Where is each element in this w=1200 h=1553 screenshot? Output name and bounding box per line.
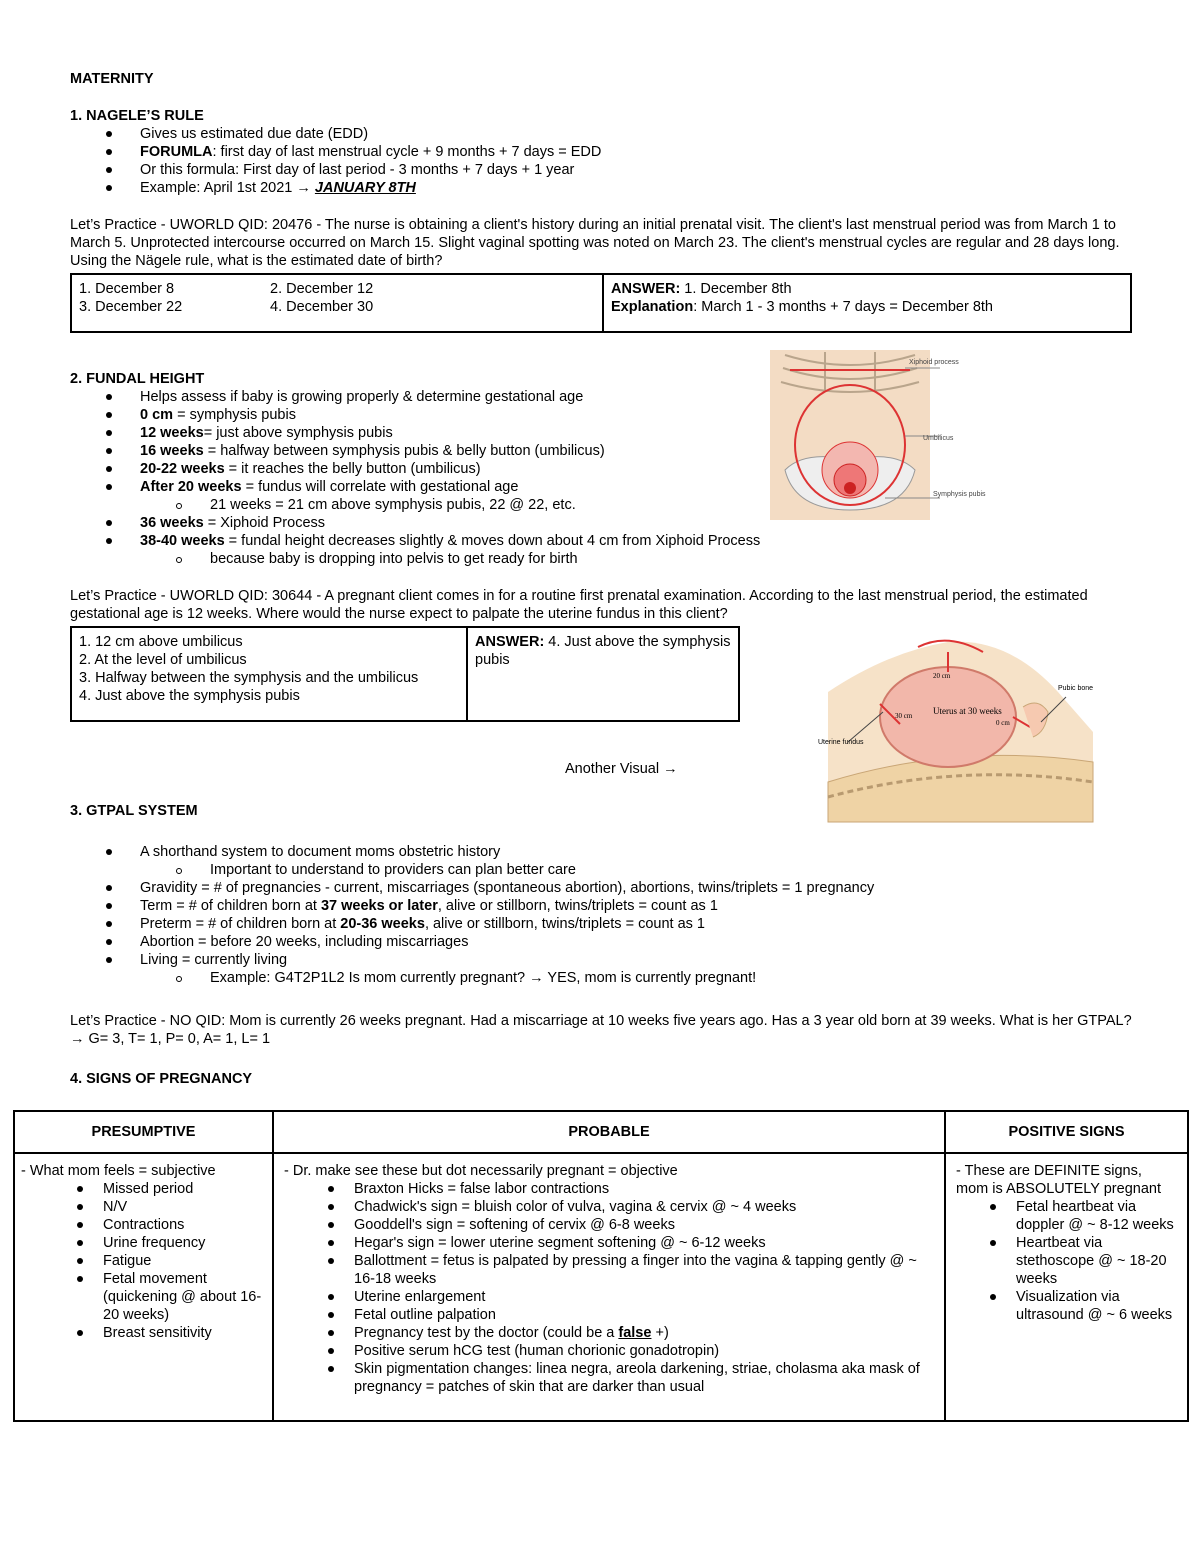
probable-cell: - Dr. make see these but dot necessarily pregnant = objective Braxton Hicks = false labor contractions Chadwick's sign = bluish color of vulva, vagina & cervix @ ~ 4 weeks Gooddell's sign = softening of cervix @ 6-8 weeks Hegar's sign = lower uterine segment softening @ ~ 6-12 weeks Ballottment = fetus is palpated by pressing a finger into the vagina & tapping gently @ ~ 16-18 weeks Uterine enlargement Fetal outline palpation Pregnancy test by the doctor (could be a false +) Positive serum hCG test (human chorionic gonadotropin) Skin pigmentation changes: linea negra, areola darkening, striae, cholasma aka mask of pregnancy = patches of skin that are darker than usual xyxy=(273,1153,945,1421)
umbilicus-label: Umbilicus xyxy=(923,435,954,442)
list-item: 21 weeks = 21 cm above symphysis pubis, 22 @ 22, etc. xyxy=(70,496,870,514)
list-item: Visualization via ultrasound @ ~ 6 weeks xyxy=(1016,1288,1177,1324)
nagele-practice: Let’s Practice - UWORLD QID: 20476 - The nurse is obtaining a client's history during an initial prenatal visit. The client's last menstrual period was from March 1 to March 5. Unprotected intercourse occurred on March 15. Slight vaginal spotting was noted on March 23. The client's menstrual cycles are regular and 28 days long. Using the Nägele rule, what is the estimated date of birth? xyxy=(70,217,1120,269)
section-gtpal-heading: 3. GTPAL SYSTEM xyxy=(70,803,198,819)
list-item: Gives us estimated due date (EDD) xyxy=(70,125,770,143)
list-item: Gooddell's sign = softening of cervix @ 6-8 weeks xyxy=(354,1216,934,1234)
list-item: Breast sensitivity xyxy=(103,1324,266,1342)
list-item: N/V xyxy=(103,1198,266,1216)
list-item: Fetal outline palpation xyxy=(354,1306,934,1324)
options-cell: 1. 12 cm above umbilicus 2. At the level of umbilicus 3. Halfway between the symphysis and the umbilicus 4. Just above the symphysis pubis xyxy=(71,627,467,721)
uterine-fundus-label: Uterine fundus xyxy=(818,739,864,746)
col-probable: PROBABLE xyxy=(273,1111,945,1153)
list-item: Skin pigmentation changes: linea negra, areola darkening, striae, cholasma aka mask of pregnancy = patches of skin that are darker than usual xyxy=(354,1360,934,1396)
list-item: Gravidity = # of pregnancies - current, miscarriages (spontaneous abortion), abortions, twins/triplets = 1 pregnancy xyxy=(70,879,1150,897)
list-item: Example: April 1st 2021 → JANUARY 8TH xyxy=(70,179,770,197)
nagele-list xyxy=(70,125,770,197)
example-answer: JANUARY 8TH xyxy=(314,180,416,196)
list-item: Heartbeat via stethoscope @ ~ 18-20 weeks xyxy=(1016,1234,1177,1288)
signs-table xyxy=(13,1110,1189,1422)
section-nagele-heading: 1. NAGELE’S RULE xyxy=(70,108,204,124)
section-fundal-heading: 2. FUNDAL HEIGHT xyxy=(70,371,205,387)
list-item: Urine frequency xyxy=(103,1234,266,1252)
svg-text:20 cm: 20 cm xyxy=(933,672,951,680)
list-item: Or this formula: First day of last period - 3 months + 7 days + 1 year xyxy=(70,161,770,179)
uterus-label: Uterus at 30 weeks xyxy=(933,706,1002,716)
col-presumptive: PRESUMPTIVE xyxy=(14,1111,273,1153)
probable-list xyxy=(284,1180,934,1396)
page-title: MATERNITY xyxy=(70,71,154,87)
positive-list xyxy=(956,1198,1177,1324)
answer-cell: ANSWER: 4. Just above the symphysis pubis xyxy=(467,627,739,721)
list-item: 38-40 weeks = fundal height decreases slightly & moves down about 4 cm from Xiphoid Process xyxy=(70,532,870,550)
presumptive-cell: - What mom feels = subjective Missed period N/V Contractions Urine frequency Fatigue Fetal movement (quickening @ about 16-20 weeks) Breast sensitivity xyxy=(14,1153,273,1421)
col-positive: POSITIVE SIGNS xyxy=(945,1111,1188,1153)
xiphoid-label: Xiphoid process xyxy=(909,359,959,366)
svg-text:0 cm: 0 cm xyxy=(996,719,1010,727)
list-item: 16 weeks = halfway between symphysis pubis & belly button (umbilicus) xyxy=(70,442,870,460)
list-item: Preterm = # of children born at 20-36 weeks, alive or stillborn, twins/triplets = count as 1 xyxy=(70,915,1150,933)
list-item: Term = # of children born at 37 weeks or later, alive or stillborn, twins/triplets = count as 1 xyxy=(70,897,1150,915)
list-item: 0 cm = symphysis pubis xyxy=(70,406,870,424)
list-item: Hegar's sign = lower uterine segment softening @ ~ 6-12 weeks xyxy=(354,1234,934,1252)
positive-cell: - These are DEFINITE signs, mom is ABSOLUTELY pregnant Fetal heartbeat via doppler @ ~ 8-12 weeks Heartbeat via stethoscope @ ~ 18-20 weeks Visualization via ultrasound @ ~ 6 weeks xyxy=(945,1153,1188,1421)
nagele-answer-table xyxy=(70,273,1132,333)
fundal-sublist-1 xyxy=(70,496,870,514)
list-item: 36 weeks = Xiphoid Process xyxy=(70,514,870,532)
fundal-practice: Let’s Practice - UWORLD QID: 30644 - A pregnant client comes in for a routine first prenatal examination. According to the last menstrual period, the estimated gestational age is 12 weeks. Where would the nurse expect to palpate the uterine fundus in this client? xyxy=(70,588,1088,622)
list-item: A shorthand system to document moms obstetric history xyxy=(70,843,1150,861)
symphysis-label: Symphysis pubis xyxy=(933,491,986,498)
list-item: 12 weeks= just above symphysis pubis xyxy=(70,424,870,442)
list-item: Chadwick's sign = bluish color of vulva, vagina & cervix @ ~ 4 weeks xyxy=(354,1198,934,1216)
list-item: 20-22 weeks = it reaches the belly button (umbilicus) xyxy=(70,460,870,478)
list-item: Example: G4T2P1L2 Is mom currently pregnant? → YES, mom is currently pregnant! xyxy=(70,969,1150,987)
list-item: After 20 weeks = fundus will correlate with gestational age xyxy=(70,478,870,496)
gtpal-sublist-1 xyxy=(70,861,1150,879)
svg-text:30 cm: 30 cm xyxy=(895,712,913,720)
list-item: Important to understand to providers can plan better care xyxy=(70,861,1150,879)
list-item: Fetal heartbeat via doppler @ ~ 8-12 weeks xyxy=(1016,1198,1177,1234)
list-item: Uterine enlargement xyxy=(354,1288,934,1306)
gtpal-list-2 xyxy=(70,879,1150,969)
gtpal-sublist-2 xyxy=(70,969,1150,987)
list-item: Ballottment = fetus is palpated by pressing a finger into the vagina & tapping gently @ ~ 16-18 weeks xyxy=(354,1252,934,1288)
list-item: Missed period xyxy=(103,1180,266,1198)
fundal-list-2 xyxy=(70,514,870,550)
list-item: FORUMLA: first day of last menstrual cycle + 9 months + 7 days = EDD xyxy=(70,143,770,161)
list-item: Fetal movement (quickening @ about 16-20 weeks) xyxy=(103,1270,266,1324)
gtpal-list xyxy=(70,843,1150,861)
list-item: because baby is dropping into pelvis to get ready for birth xyxy=(70,550,870,568)
list-item: Positive serum hCG test (human chorionic gonadotropin) xyxy=(354,1342,934,1360)
list-item: Living = currently living xyxy=(70,951,1150,969)
list-item: Pregnancy test by the doctor (could be a false +) xyxy=(354,1324,934,1342)
fundal-list xyxy=(70,388,870,496)
fundal-answer-table xyxy=(70,626,740,722)
list-item: Braxton Hicks = false labor contractions xyxy=(354,1180,934,1198)
another-visual-text: Another Visual → xyxy=(565,761,678,777)
gtpal-practice: Let’s Practice - NO QID: Mom is currently 26 weeks pregnant. Had a miscarriage at 10 weeks five years ago. Has a 3 year old born at 39 weeks. What is her GTPAL? → G= 3, T= 1, P= 0, A= 1, L= 1 xyxy=(70,1013,1132,1047)
options-cell: 1. December 8 2. December 12 3. December 22 4. December 30 xyxy=(71,274,603,332)
fundal-sublist-2 xyxy=(70,550,870,568)
pubic-bone-label: Pubic bone xyxy=(1058,685,1094,692)
list-item: Abortion = before 20 weeks, including miscarriages xyxy=(70,933,1150,951)
presumptive-list xyxy=(21,1180,266,1342)
list-item: Helps assess if baby is growing properly & determine gestational age xyxy=(70,388,870,406)
list-item: Fatigue xyxy=(103,1252,266,1270)
section-signs-heading: 4. SIGNS OF PREGNANCY xyxy=(70,1071,253,1087)
uterus-side-figure xyxy=(808,632,1093,822)
list-item: Contractions xyxy=(103,1216,266,1234)
answer-cell: ANSWER: 1. December 8th Explanation: March 1 - 3 months + 7 days = December 8th xyxy=(603,274,1131,332)
